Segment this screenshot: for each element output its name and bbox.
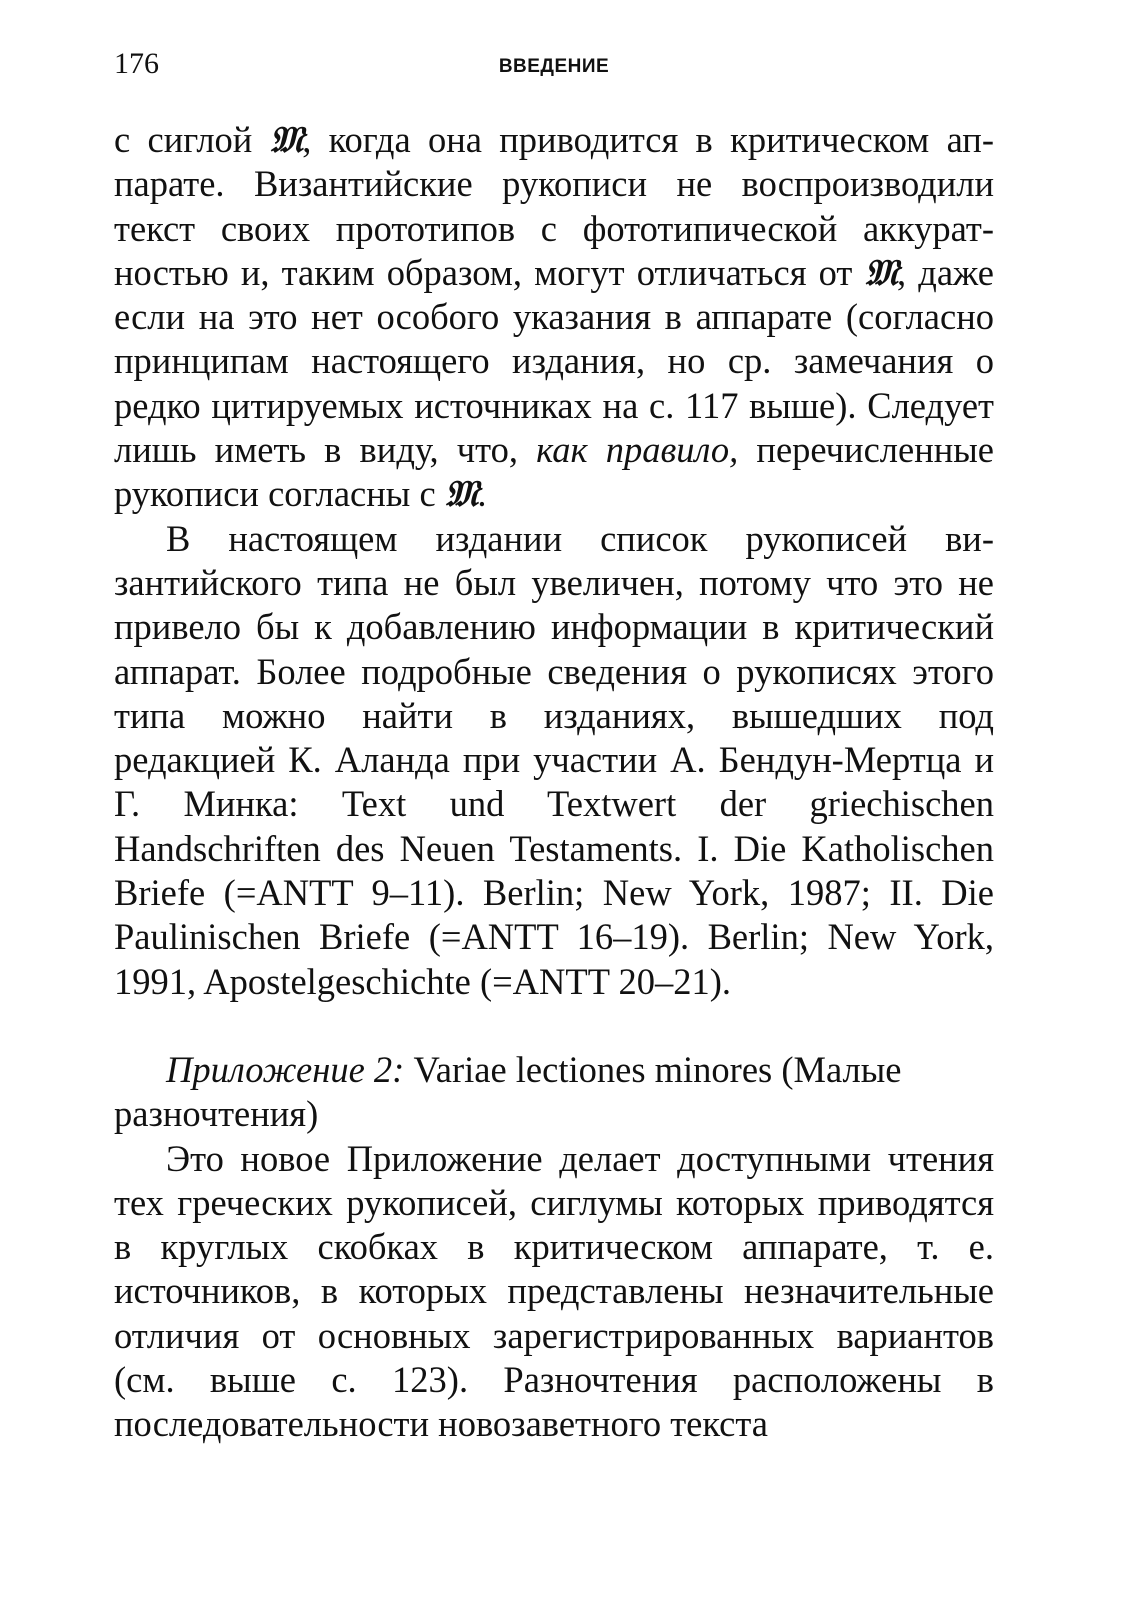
paragraph-1-text-d: перечисленные рукописи согласны с — [114, 429, 994, 515]
majority-text-siglum: 𝔐 — [444, 472, 478, 516]
appendix-label: Приложение 2: — [166, 1048, 405, 1090]
page-header — [114, 40, 994, 96]
book-page — [114, 40, 994, 1447]
page-number: 176 — [114, 47, 159, 80]
majority-text-siglum: 𝔐 — [864, 250, 898, 294]
running-title: ВВЕДЕНИЕ — [498, 56, 610, 77]
appendix-title: Variae lectiones minores (Малые разночтения) — [114, 1048, 902, 1135]
paragraph-1-text-e: . — [477, 473, 487, 515]
page-body — [114, 118, 994, 1447]
paragraph-1-text-c: , даже если на это нет особого указания в аппарате (согласно принципам настоящего издания, но ср. замечания о редко цитируемых источниках на с. 117 выше). Следует лишь иметь в виду, что, — [114, 251, 994, 471]
paragraph-2: В настоящем издании список рукописей византийского типа не был увеличен, потому что это не привело бы к добавлению информации в критический аппарат. Более подробные сведения о рукописях этого типа можно найти в изданиях, вышедших под редакцией К. Аланда при участии А. Бендун-Мертца и Г. Минка: Text und Textwert der griechischen Handschriften des Neuen Testaments. I. Die Katholischen Briefe (=ANTT 9–11). Berlin; New York, 1987; II. Die Paulinischen Briefe (=ANTT 16–19). Berlin; New York, 1991, Apostelgeschichte (=ANTT 20–21). — [114, 517, 994, 1002]
italic-phrase: как правило, — [536, 429, 739, 471]
majority-text-siglum: 𝔐 — [269, 118, 303, 161]
appendix-heading — [114, 1048, 994, 1137]
paragraph-1-text-a: с сиглой — [114, 119, 270, 160]
paragraph-3: Это новое Приложение делает доступными чтения тех греческих рукописей, сиглумы которых приводятся в круглых скобках в критическом аппарате, т. е. источников, в которых представлены незначительные отличия от основных зарегистрированных вариантов (см. выше с. 123). Разночтения расположены в последовательности новозаветного текста — [114, 1137, 994, 1445]
paragraph-1-text-b: , когда она приводится в критическом аппарате. Византийские рукописи не воспроизводили текст своих прототипов с фототипической аккуратностью и, таким образом, могут отличаться от — [114, 119, 994, 293]
paragraph-1 — [114, 118, 994, 517]
